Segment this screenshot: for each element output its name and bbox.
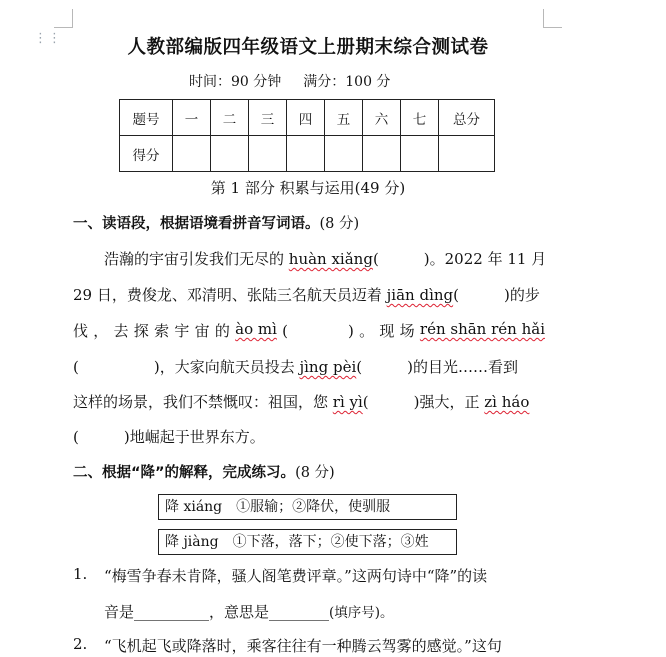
answer-blank[interactable]: ( ) — [282, 322, 354, 340]
score-input-cell[interactable] — [249, 136, 287, 172]
pinyin: zì háo — [484, 393, 530, 411]
text-line — [73, 356, 545, 377]
pinyin: rén shān rén hǎi — [419, 320, 545, 338]
text-line — [73, 426, 545, 447]
score-table — [119, 99, 495, 172]
definition-box-jiang: 降 jiàng ①下落，落下；②使下落；③姓 — [158, 529, 457, 555]
text-line — [73, 320, 545, 341]
question-text: 二、根据“降”的解释，完成练习。 — [73, 465, 296, 481]
score-input-cell[interactable] — [287, 136, 325, 172]
text-line — [104, 601, 545, 622]
exam-info — [189, 71, 412, 91]
answer-blank[interactable]: ( )的步 — [453, 286, 540, 304]
text-fragment: 宙 — [194, 322, 210, 340]
answer-blank[interactable]: ( )地崛起于世界东方。 — [73, 428, 265, 446]
score-input-cell[interactable] — [173, 136, 211, 172]
definition-box-xiang: 降 xiáng ①服输；②降伏，使驯服 — [158, 494, 457, 520]
answer-blank[interactable]: 音是__________，意思是________ — [104, 603, 330, 621]
text-fragment: 索 — [154, 322, 170, 340]
text-fragment: “飞机起飞或降落时，乘客往往有一种腾云驾雾的感觉。”这句 — [104, 637, 502, 655]
text-line — [73, 391, 545, 412]
table-cell: 三 — [249, 100, 287, 136]
score-input-cell[interactable] — [363, 136, 401, 172]
answer-blank[interactable]: ( )强大，正 — [362, 393, 485, 411]
text-fragment: 现 — [379, 322, 395, 340]
text-line — [104, 248, 545, 269]
text-fragment: “梅雪争春未肯降，骚人阁笔费评章。”这两句诗中“降”的读 — [104, 567, 488, 585]
question-points: (8 分) — [319, 216, 360, 232]
table-cell: 总分 — [439, 100, 495, 136]
text-fragment: 宇 — [174, 322, 190, 340]
pinyin: ào mì — [235, 320, 277, 338]
text-fragment: 29 日，费俊龙、邓清明、张陆三名航天员迈着 — [73, 286, 387, 304]
table-cell: 七 — [401, 100, 439, 136]
text-line — [104, 565, 545, 586]
page-title: 人教部编版四年级语文上册期末综合测试卷 — [127, 37, 489, 58]
pinyin: rì yì — [332, 393, 363, 411]
page-corner-mark — [543, 9, 562, 28]
text-fragment: 去 — [113, 322, 129, 340]
section-title: 第 1 部分 积累与运用(49 分) — [210, 179, 406, 197]
item-number: 2. — [73, 635, 88, 653]
question-text: 一、读语段，根据语境看拼音写词语。 — [73, 216, 320, 232]
question-heading — [73, 461, 335, 482]
question-heading — [73, 212, 359, 233]
text-fragment: 探 — [133, 322, 149, 340]
drag-handle-icon[interactable]: ⋮⋮ — [34, 31, 62, 46]
text-fragment: 浩瀚的宇宙引发我们无尽的 — [104, 250, 289, 268]
table-cell: 一 — [173, 100, 211, 136]
pinyin: jiān dìng — [386, 286, 454, 304]
table-cell: 五 — [325, 100, 363, 136]
table-cell: 得分 — [120, 136, 173, 172]
item-number: 1. — [73, 565, 88, 583]
page-corner-mark — [54, 9, 73, 28]
score-input-cell[interactable] — [325, 136, 363, 172]
score-table-header-row — [120, 100, 495, 136]
text-fragment: ， — [93, 322, 109, 340]
exam-full-score: 满分：100 分 — [303, 74, 391, 90]
pinyin: huàn xiǎng — [288, 250, 373, 268]
score-input-cell[interactable] — [211, 136, 249, 172]
table-cell: 二 — [211, 100, 249, 136]
text-line — [104, 635, 545, 656]
answer-blank[interactable]: ( )，大家向航天员投去 — [73, 358, 300, 376]
answer-blank[interactable]: ( )的目光……看到 — [356, 358, 518, 376]
text-fragment: 的 — [214, 322, 230, 340]
text-fragment: 这样的场景，我们不禁慨叹：祖国，您 — [73, 393, 333, 411]
table-cell: 题号 — [120, 100, 173, 136]
pinyin: jìng pèi — [299, 358, 357, 376]
text-fragment: 。 — [359, 322, 375, 340]
score-table-score-row — [120, 136, 495, 172]
text-fragment: (填序号)。 — [329, 605, 394, 621]
table-cell: 四 — [287, 100, 325, 136]
text-fragment: 伐 — [73, 322, 89, 340]
exam-time: 时间：90 分钟 — [189, 74, 282, 90]
score-input-cell[interactable] — [401, 136, 439, 172]
score-input-cell[interactable] — [439, 136, 495, 172]
text-fragment: 场 — [399, 322, 415, 340]
answer-blank[interactable]: ( )。2022 年 11 月 — [372, 250, 547, 268]
text-line — [73, 284, 545, 305]
question-points: (8 分) — [295, 465, 335, 481]
table-cell: 六 — [363, 100, 401, 136]
